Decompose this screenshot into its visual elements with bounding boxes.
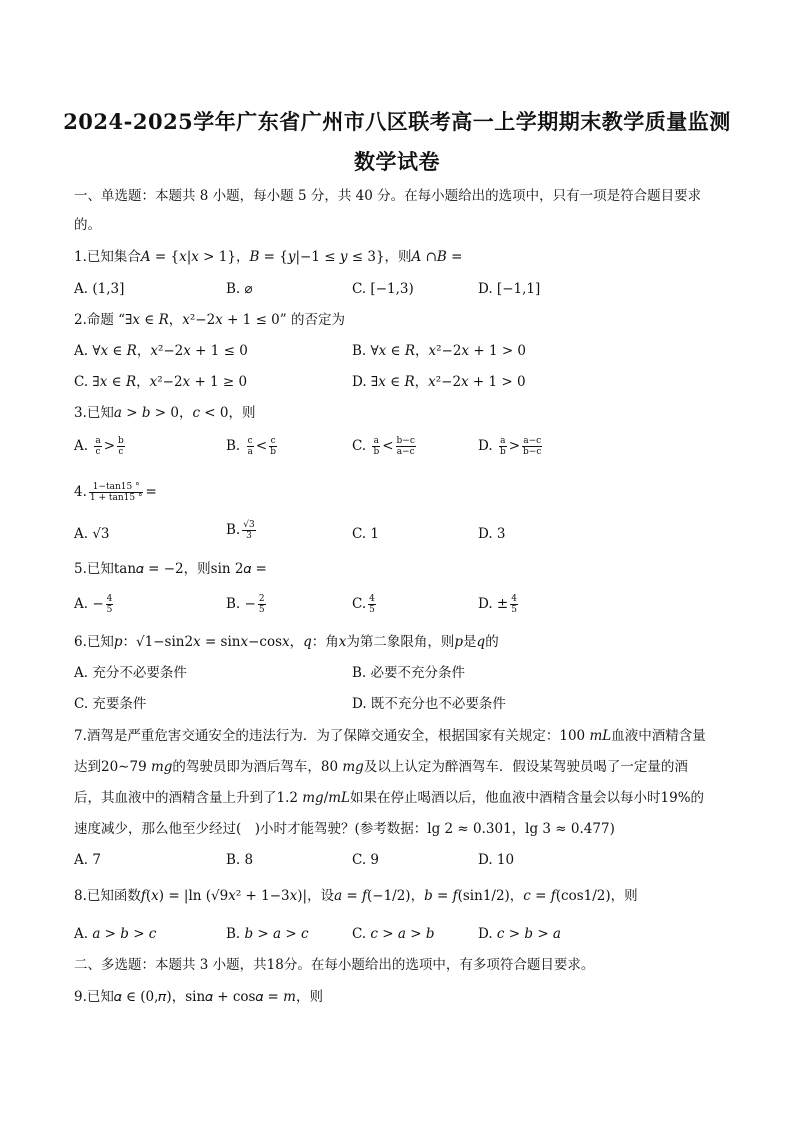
section2-heading: 二、多选题：本题共 3 小题，共18分。在每小题给出的选项中，有多项符合题目要求。 xyxy=(74,957,595,973)
q4-stem: 4. $\frac{1-\tan 15 ^\circ}{1 + \tan 15 ^\circ}$ = xyxy=(74,482,157,503)
q1-option-a: A. (1,3] xyxy=(74,281,125,297)
q5-option-c: C. $\frac{4}{5}$ xyxy=(352,594,375,615)
q6-option-b: B. 必要不充分条件 xyxy=(352,665,466,681)
q9-stem: 9.已知𝛼 ∈ (0,𝜋)，sin𝛼 + cos𝛼 = 𝑚，则 xyxy=(74,989,323,1005)
q7-line3: 后，其血液中的酒精含量上升到了1.2 𝑚𝑔/𝑚𝐿如果在停止喝酒以后，他血液中酒精含量会以每小时19%的 xyxy=(74,790,705,806)
q3-option-b: B. $\frac{c}{a}$ < $\frac{c}{b}$ xyxy=(226,436,276,457)
section1-heading-cont: 的。 xyxy=(74,217,101,233)
q7-option-d: D. 10 xyxy=(478,852,515,868)
q2-stem: 2.命题 “∃𝑥 ∈ 𝑅，𝑥²−2𝑥 + 1 ≤ 0” 的否定为 xyxy=(74,312,345,328)
q7-line1: 7.酒驾是严重危害交通安全的违法行为．为了保障交通安全，根据国家有关规定：100 𝑚𝐿血液中酒精含量 xyxy=(74,728,706,744)
q6-option-c: C. 充要条件 xyxy=(74,696,147,712)
q2-option-d: D. ∃𝑥 ∈ 𝑅，𝑥²−2𝑥 + 1 > 0 xyxy=(352,374,526,390)
q5-option-d: D. ± $\frac{4}{5}$ xyxy=(478,594,517,615)
q7-line2: 达到20∼79 𝑚𝑔的驾驶员即为酒后驾车，80 𝑚𝑔及以上认定为醉酒驾车．假设某驾驶员喝了一定量的酒 xyxy=(74,759,688,775)
q7-option-a: A. 7 xyxy=(74,852,101,868)
q3-option-c: C. $\frac{a}{b}$ < $\frac{b-c}{a-c}$ xyxy=(352,436,415,457)
q6-stem: 6.已知𝑝：√1−sin2𝑥 = sin𝑥−cos𝑥，𝑞：角𝑥为第二象限角，则𝑝是𝑞的 xyxy=(74,634,499,650)
q2-option-c: C. ∃𝑥 ∈ 𝑅，𝑥²−2𝑥 + 1 ≥ 0 xyxy=(74,374,248,390)
q4-option-b: B. $\frac{√3}{3}$ xyxy=(226,520,255,541)
q8-stem: 8.已知函数𝑓(𝑥) = |ln (√9𝑥² + 1−3𝑥)|，设𝑎 = 𝑓(−1/2)，𝑏 = 𝑓(sin1/2)，𝑐 = 𝑓(cos1/2)，则 xyxy=(74,888,638,904)
section1-heading: 一、单选题：本题共 8 小题，每小题 5 分，共 40 分。在每小题给出的选项中，只有一项是符合题目要求 xyxy=(74,188,702,204)
q7-option-b: B. 8 xyxy=(226,852,254,868)
q7-option-c: C. 9 xyxy=(352,852,380,868)
exam-subtitle: 数学试卷 xyxy=(354,149,440,174)
q3-stem: 3.已知𝑎 > 𝑏 > 0，𝑐 < 0，则 xyxy=(74,405,256,421)
q5-option-a: A. − $\frac{4}{5}$ xyxy=(74,594,113,615)
q8-option-b: B. 𝑏 > 𝑎 > 𝑐 xyxy=(226,926,309,942)
q5-option-b: B. − $\frac{2}{5}$ xyxy=(226,594,265,615)
q4-option-c: C. 1 xyxy=(352,526,380,542)
q5-stem: 5.已知tan𝛼 = −2，则sin 2𝛼 = xyxy=(74,561,267,577)
q3-option-d: D. $\frac{a}{b}$ > $\frac{a-c}{b-c}$ xyxy=(478,436,542,457)
q1-stem: 1.已知集合𝐴 = {𝑥|𝑥 > 1}，𝐵 = {𝑦|−1 ≤ 𝑦 ≤ 3}，则𝐴 ∩𝐵 = xyxy=(74,249,463,265)
q8-option-d: D. 𝑐 > 𝑏 > 𝑎 xyxy=(478,926,561,942)
q7-line4: 速度减少，那么他至少经过( )小时才能驾驶？(参考数据：lg 2 ≈ 0.301，lg 3 ≈ 0.477) xyxy=(74,821,615,837)
q2-option-b: B. ∀𝑥 ∈ 𝑅，𝑥²−2𝑥 + 1 > 0 xyxy=(352,343,527,359)
q6-option-d: D. 既不充分也不必要条件 xyxy=(352,696,506,712)
q4-option-a: A. √3 xyxy=(74,526,110,542)
q1-option-d: D. [−1,1] xyxy=(478,281,541,297)
q4-option-d: D. 3 xyxy=(478,526,506,542)
q1-option-c: C. [−1,3) xyxy=(352,281,414,297)
q8-option-a: A. 𝑎 > 𝑏 > 𝑐 xyxy=(74,926,157,942)
q6-option-a: A. 充分不必要条件 xyxy=(74,665,187,681)
q8-option-c: C. 𝑐 > 𝑎 > 𝑏 xyxy=(352,926,435,942)
q1-option-b: B. ⌀ xyxy=(226,281,253,297)
q3-option-a: A. $\frac{a}{c}$ > $\frac{b}{c}$ xyxy=(74,436,124,457)
q2-option-a: A. ∀𝑥 ∈ 𝑅，𝑥²−2𝑥 + 1 ≤ 0 xyxy=(74,343,248,359)
exam-title: 2024-2025学年广东省广州市八区联考高一上学期期末教学质量监测 xyxy=(63,109,731,134)
